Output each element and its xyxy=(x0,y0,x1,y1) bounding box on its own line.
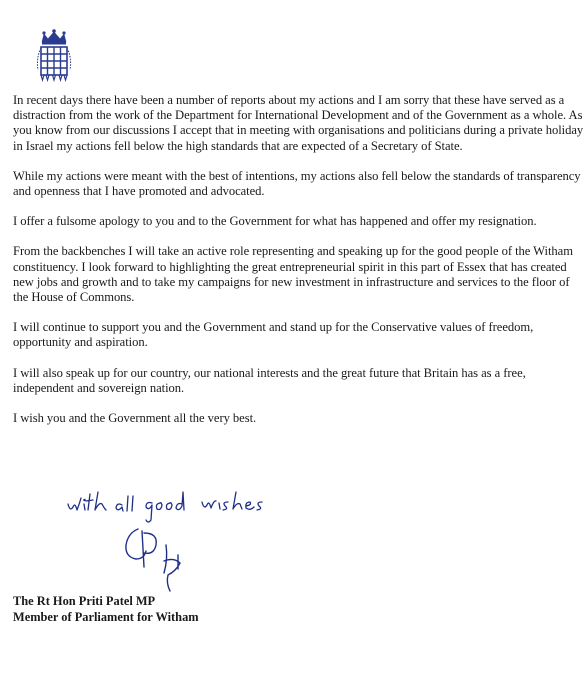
paragraph-backbenches: From the backbenches I will take an active role representing and speaking up for the good people of the Witham constituency. I look forward to highlighting the great entrepreneurial spirit in this part of Essex that has created new jobs and growth and to take my campaigns for new investment in infrastructure and services to the floor of the House of Commons. xyxy=(13,244,573,305)
paragraph-standards: While my actions were meant with the best of intentions, my actions also fell below the standards of transparency and openness that I have promoted and advocated. xyxy=(13,168,581,199)
handwritten-signature-icon xyxy=(118,525,208,595)
letter-body xyxy=(13,93,585,441)
signature-block xyxy=(13,594,199,625)
paragraph-country: I will also speak up for our country, our national interests and the great future that Britain has as a free, independent and sovereign nation. xyxy=(13,365,526,395)
paragraph-resignation: I offer a fulsome apology to you and to the Government for what has happened and offer my resignation. xyxy=(13,214,537,229)
signatory-title: Member of Parliament for Witham xyxy=(13,609,199,624)
portcullis-icon xyxy=(34,28,74,84)
paragraph-best-wishes: I wish you and the Government all the very best. xyxy=(13,411,257,426)
signatory-name: The Rt Hon Priti Patel MP xyxy=(13,594,156,608)
paragraph-support: I will continue to support you and the Government and stand up for the Conservative values of freedom, opportunity and aspiration. xyxy=(13,320,534,350)
paragraph-reports-apology: In recent days there have been a number of reports about my actions and I am sorry that these have served as a distraction from the work of the Department for International Development and of the Government as a whole. As you know from our discussions I accept that in meeting with organisations and politicians during a private holiday in Israel my actions fell below the high standards that are expected of a Secretary of State. xyxy=(13,93,584,153)
